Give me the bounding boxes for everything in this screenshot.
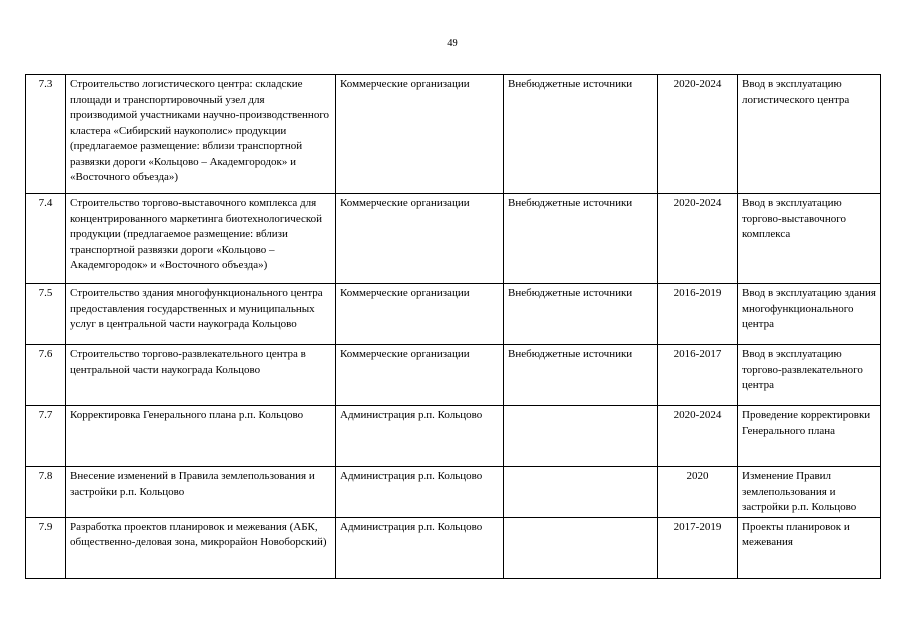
executor: Коммерческие организации	[336, 75, 504, 194]
term: 2020-2024	[658, 75, 738, 194]
measures-table	[25, 74, 881, 579]
term: 2020	[658, 467, 738, 518]
page-number: 49	[447, 38, 458, 49]
row-number: 7.3	[26, 75, 66, 194]
expected-result: Проекты планировок и межевания	[738, 517, 881, 578]
expected-result: Ввод в эксплуатацию здания многофункционального центра	[738, 284, 881, 345]
term: 2016-2017	[658, 345, 738, 406]
row-number: 7.4	[26, 194, 66, 284]
term: 2017-2019	[658, 517, 738, 578]
funding-source: Внебюджетные источники	[504, 284, 658, 345]
funding-source: Внебюджетные источники	[504, 345, 658, 406]
executor: Администрация р.п. Кольцово	[336, 406, 504, 467]
row-number: 7.9	[26, 517, 66, 578]
measure-name: Корректировка Генерального плана р.п. Кольцово	[66, 406, 336, 467]
funding-source	[504, 406, 658, 467]
row-number: 7.5	[26, 284, 66, 345]
measure-name: Разработка проектов планировок и межевания (АБК, общественно-деловая зона, микрорайон Новоборский)	[66, 517, 336, 578]
row-number: 7.6	[26, 345, 66, 406]
funding-source	[504, 517, 658, 578]
executor: Коммерческие организации	[336, 194, 504, 284]
table-row	[26, 345, 881, 406]
measure-name: Строительство торгово-развлекательного центра в центральной части наукограда Кольцово	[66, 345, 336, 406]
expected-result: Ввод в эксплуатацию торгово-выставочного комплекса	[738, 194, 881, 284]
executor: Коммерческие организации	[336, 284, 504, 345]
measure-name: Строительство логистического центра: складские площади и транспортировочный узел для производимой участниками научно-производственного кластера «Сибирский наукополис» продукции (предлагаемое размещение: вблизи транспортной развязки дороги «Кольцово – Академгородок» и «Восточного объезда»)	[66, 75, 336, 194]
funding-source	[504, 467, 658, 518]
expected-result: Ввод в эксплуатацию логистического центра	[738, 75, 881, 194]
term: 2020-2024	[658, 194, 738, 284]
executor: Коммерческие организации	[336, 345, 504, 406]
expected-result: Изменение Правил землепользования и застройки р.п. Кольцово	[738, 467, 881, 518]
expected-result: Проведение корректировки Генерального плана	[738, 406, 881, 467]
table-row	[26, 517, 881, 578]
measure-name: Строительство здания многофункционального центра предоставления государственных и муниципальных услуг в центральной части наукограда Кольцово	[66, 284, 336, 345]
term: 2016-2019	[658, 284, 738, 345]
table-row	[26, 194, 881, 284]
table-row	[26, 75, 881, 194]
funding-source: Внебюджетные источники	[504, 194, 658, 284]
expected-result: Ввод в эксплуатацию торгово-развлекательного центра	[738, 345, 881, 406]
table-row	[26, 406, 881, 467]
executor: Администрация р.п. Кольцово	[336, 467, 504, 518]
executor: Администрация р.п. Кольцово	[336, 517, 504, 578]
term: 2020-2024	[658, 406, 738, 467]
measure-name: Внесение изменений в Правила землепользования и застройки р.п. Кольцово	[66, 467, 336, 518]
measure-name: Строительство торгово-выставочного комплекса для концентрированного маркетинга биотехнологической продукции (предлагаемое размещение: вблизи транспортной развязки дороги «Кольцово – Академгородок» и «Восточного объезда»)	[66, 194, 336, 284]
row-number: 7.7	[26, 406, 66, 467]
funding-source: Внебюджетные источники	[504, 75, 658, 194]
table-row	[26, 284, 881, 345]
table-row	[26, 467, 881, 518]
row-number: 7.8	[26, 467, 66, 518]
